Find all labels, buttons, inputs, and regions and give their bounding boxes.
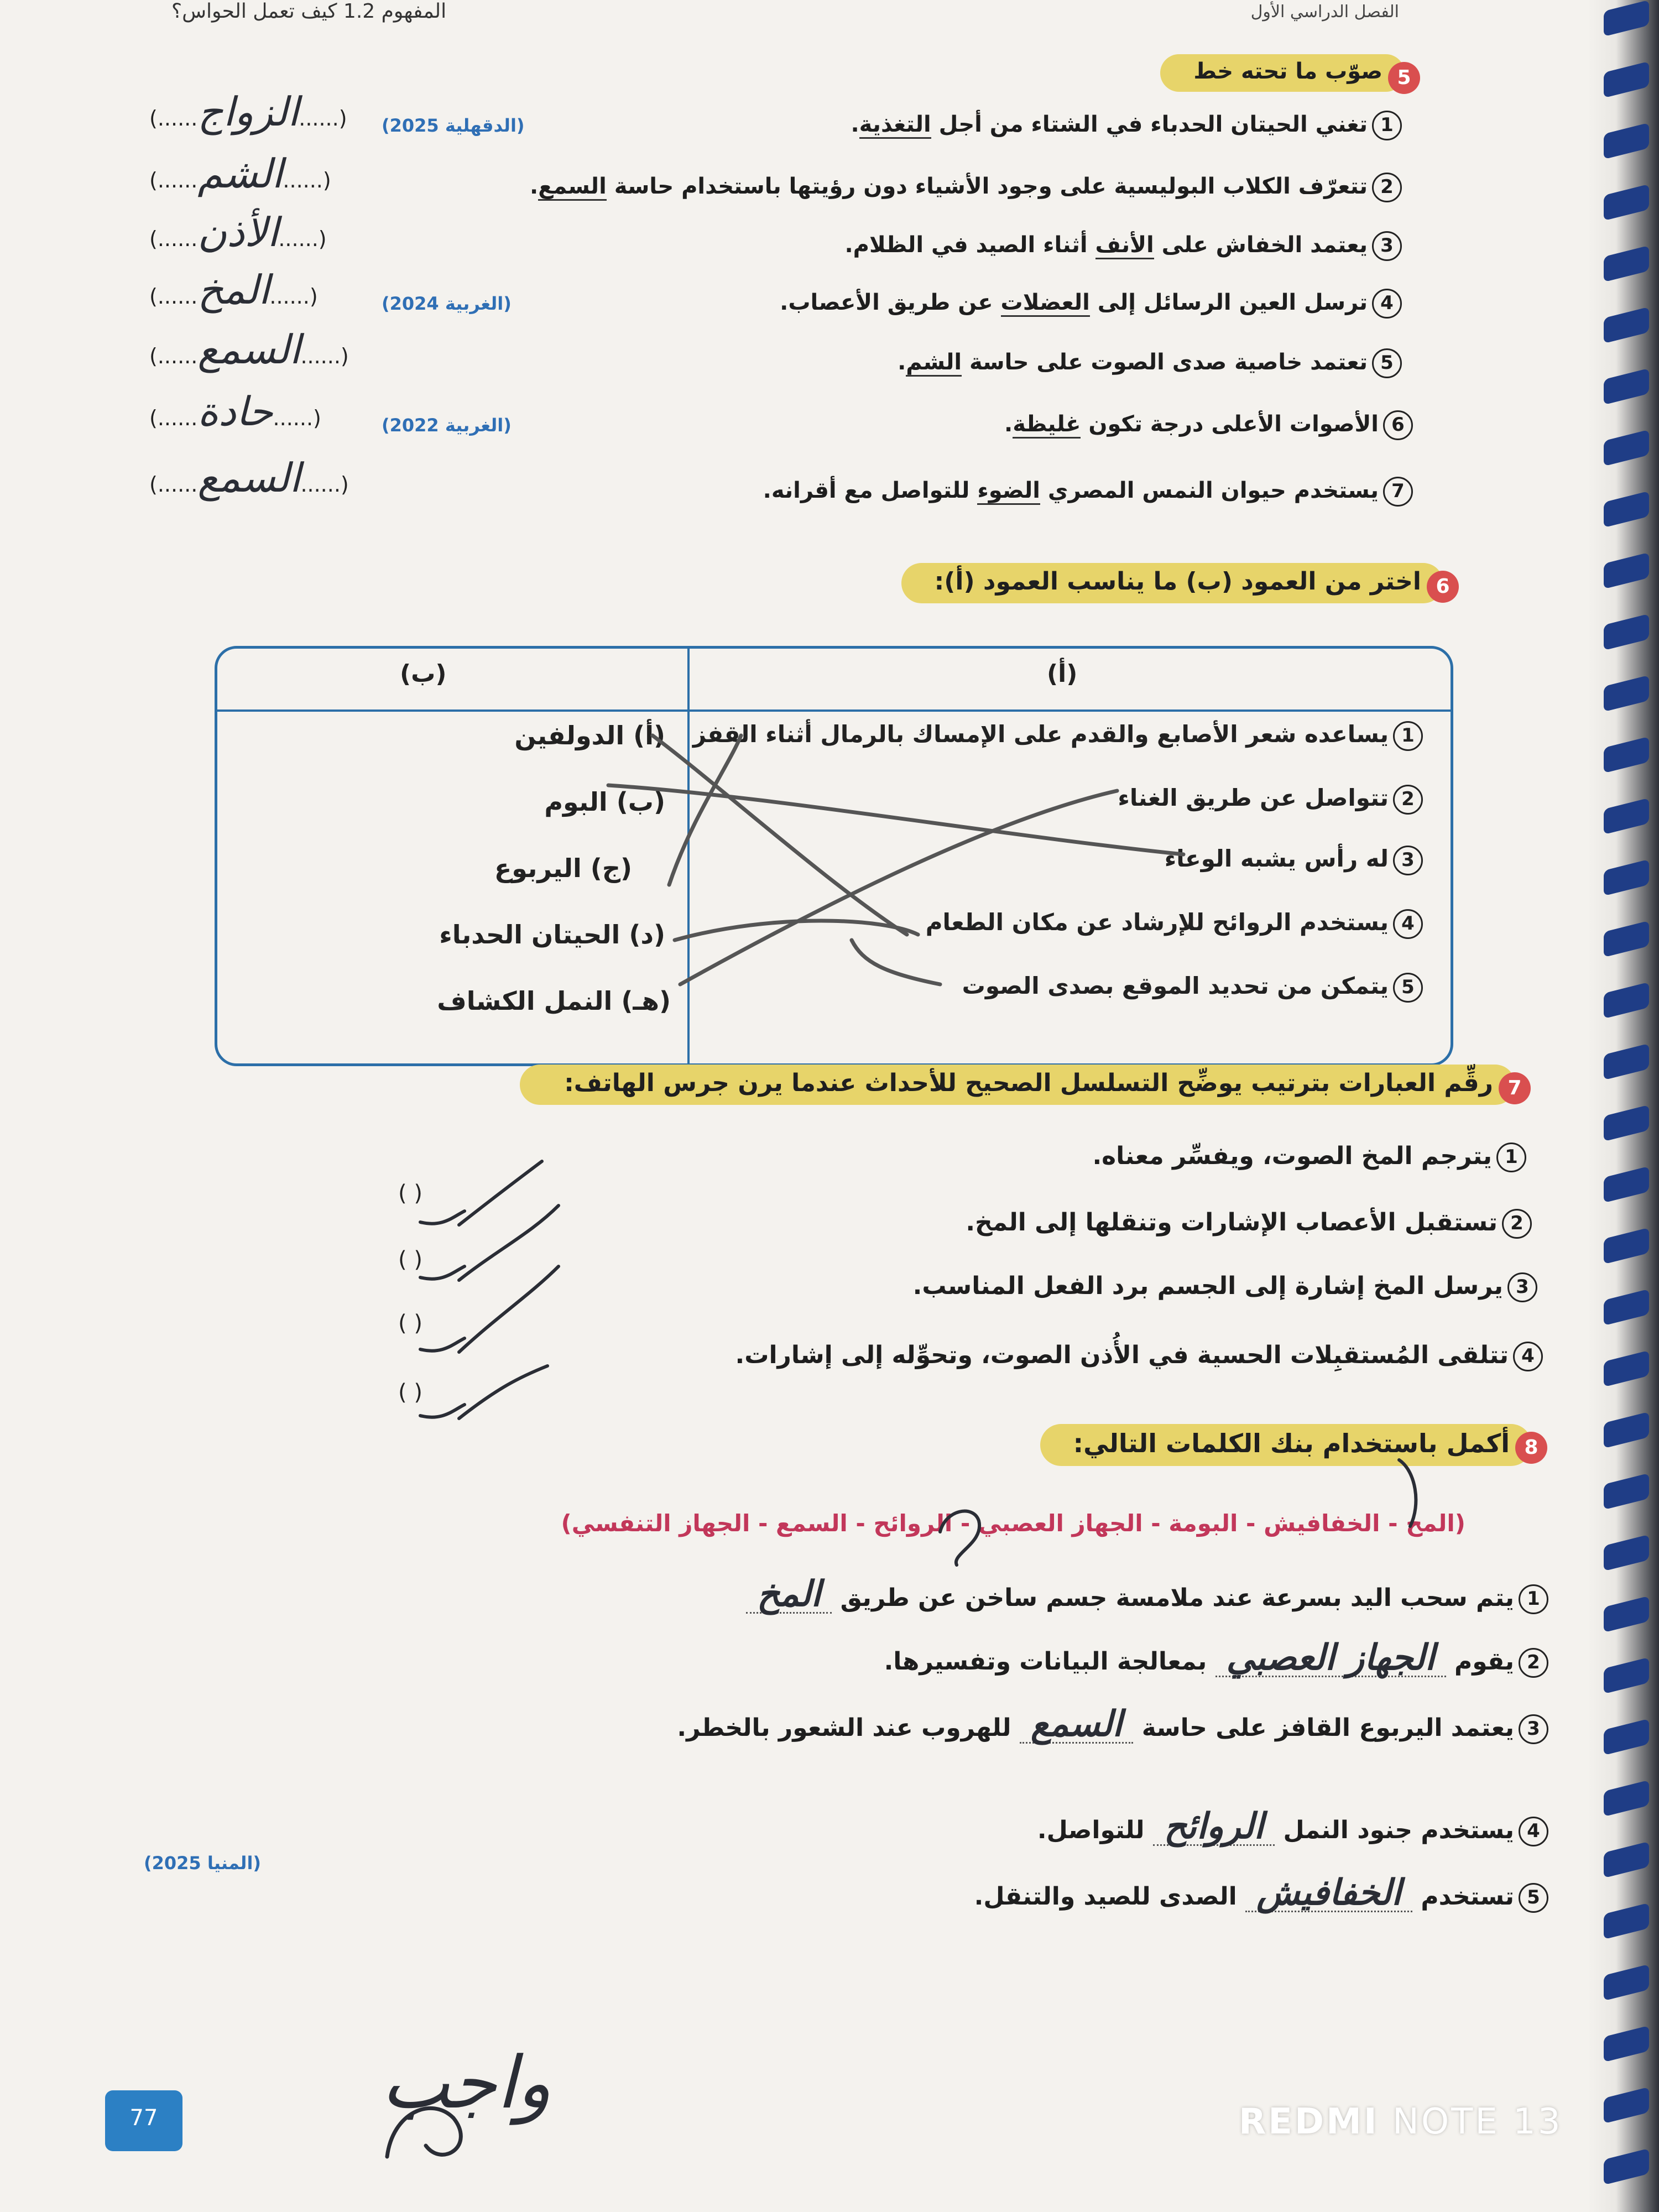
spiral-ring [1604,737,1649,773]
item-text: يتم سحب اليد بسرعة عند ملامسة جسم ساخن عن طريق [840,1584,1514,1612]
spiral-ring [1604,1964,1649,2001]
handwritten-answer: السمع [1030,1703,1123,1745]
spiral-ring [1604,1903,1649,1939]
handwritten-answer: الأذن [197,209,279,255]
answer-blank[interactable]: (......الزواج......) [149,88,347,135]
item-number: 5 [1372,348,1402,378]
item-number: 1 [1519,1584,1548,1614]
item-number: 5 [1519,1883,1548,1913]
concept-label: المفهوم 1.2 كيف تعمل الحواس؟ [171,0,447,23]
underlined-word: السمع [538,174,607,201]
item-number: 5 [1393,973,1423,1003]
spiral-ring [1604,1350,1649,1387]
handwritten-answer: الروائح [1164,1806,1264,1847]
handwritten-answer: المخ [757,1573,821,1615]
item-number: 4 [1519,1817,1548,1846]
item-text-end: . [898,349,906,375]
spiral-ring [1604,1228,1649,1264]
item-text-end: . [530,174,539,199]
order-blank[interactable]: ( ) [398,1380,422,1405]
col-b-header: (ب) [400,660,447,688]
item-number: 2 [1502,1209,1532,1239]
spiral-ring [1604,2026,1649,2062]
spiral-ring [1604,1105,1649,1141]
item-number: 3 [1372,231,1402,261]
item-text: تتواصل عن طريق الغناء [1118,784,1389,811]
spiral-ring [1604,1780,1649,1817]
item-number: 1 [1496,1142,1526,1172]
handwritten-answer: السمع [197,455,301,501]
spiral-ring [1604,675,1649,712]
item-text: يستخدم جنود النمل [1283,1816,1514,1844]
chapter-label: الفصل الدراسي الأول [1250,2,1399,22]
item-text: يستخدم حيوان النمس المصري [1040,478,1379,503]
col-a-header: (أ) [1047,660,1078,688]
spiral-ring [1604,1719,1649,1755]
page-number: 77 [105,2090,182,2151]
section-number: 7 [1499,1072,1531,1104]
item-text: يساعده شعر الأصابع والقدم على الإمساك بالرمال أثناء القفز [692,721,1389,748]
spiral-ring [1604,307,1649,343]
homework-note: واجب [382,2041,551,2125]
order-blank[interactable]: ( ) [398,1247,422,1272]
spiral-ring [1604,246,1649,282]
answer-blank[interactable]: (......الأذن......) [149,209,327,255]
item-text: يعتمد الخفاش على [1154,232,1368,258]
spiral-ring [1604,184,1649,221]
spiral-ring [1604,368,1649,405]
spiral-ring [1604,1289,1649,1326]
item-number: 3 [1519,1714,1548,1744]
spiral-ring [1604,798,1649,834]
item-text: يترجم المخ الصوت، ويفسِّر معناه. [1092,1142,1492,1170]
item-text: يرسل المخ إشارة إلى الجسم برد الفعل المناسب. [912,1272,1503,1300]
section-title-text: رقِّم العبارات بترتيب يوضِّح التسلسل الصحيح للأحداث عندما يرن جرس الهاتف: [564,1069,1493,1097]
spiral-ring [1604,2087,1649,2124]
item-number: 3 [1393,846,1423,875]
handwritten-answer: الشم [197,150,283,197]
item-text: يستخدم الروائح للإرشاد عن مكان الطعام [925,909,1389,936]
underlined-word: الشم [906,349,962,377]
order-blank[interactable]: ( ) [398,1311,422,1336]
item-number: 4 [1372,289,1402,319]
item-text: تستقبل الأعصاب الإشارات وتنقلها إلى المخ. [966,1208,1498,1237]
spiral-ring [1604,1473,1649,1510]
item-text-end: . [851,112,859,137]
spiral-ring [1604,1412,1649,1448]
handwritten-answer: المخ [197,267,270,313]
item-number: 2 [1372,173,1402,202]
handwritten-answer: الزواج [197,88,299,135]
spiral-ring [1604,1657,1649,1694]
item-text: يعتمد اليربوع القافز على حاسة [1141,1714,1514,1742]
column-b-item[interactable]: (د) الحيتان الحدباء [439,920,665,950]
section-title-text: أكمل باستخدام بنك الكلمات التالي: [1073,1428,1510,1458]
underlined-word: العضلات [1001,290,1090,317]
item-number: 3 [1507,1272,1537,1302]
source-tag: (الدقهلية 2025) [382,115,525,136]
item-number: 4 [1513,1342,1543,1371]
spiral-ring [1604,552,1649,589]
spiral-ring [1604,491,1649,528]
spiral-ring [1604,614,1649,650]
item-text-end: للتواصل مع أقرانه. [763,478,978,503]
item-text: ترسل العين الرسائل إلى [1089,290,1368,315]
spiral-ring [1604,1535,1649,1571]
item-text: له رأس يشبه الوعاء [1164,845,1389,872]
item-text-end: بمعالجة البيانات وتفسيرها. [884,1647,1207,1676]
item-number: 1 [1393,721,1423,751]
column-b-item[interactable]: (هـ) النمل الكشاف [437,986,671,1016]
answer-blank[interactable]: (......السمع......) [149,455,349,501]
item-number: 7 [1383,477,1413,507]
underlined-word: غليظة [1013,411,1081,439]
item-text-end: أثناء الصيد في الظلام. [844,232,1095,258]
question-mark [940,1511,979,1565]
pen-stroke [1399,1460,1416,1526]
item-text-end: للهروب عند الشعور بالخطر. [677,1714,1011,1742]
order-blank[interactable]: ( ) [398,1181,422,1206]
handwritten-answer: الخفافيش [1256,1872,1402,1913]
answer-blank[interactable]: (......الشم......) [149,150,331,197]
spiral-ring [1604,1596,1649,1632]
match-line-6 [852,940,940,984]
item-number: 1 [1372,111,1402,140]
spiral-ring [1604,921,1649,957]
item-text-end: الصدى للصيد والتنقل. [974,1882,1237,1911]
spiral-ring [1604,982,1649,1019]
item-number: 2 [1519,1648,1548,1678]
check-mark [420,1161,542,1225]
handwritten-answer: السمع [197,326,301,373]
item-text: تتلقى المُستقبِلات الحسية في الأُذن الصوت، وتحوِّله إلى إشارات. [735,1341,1509,1369]
column-b-item[interactable]: (ب) البوم [544,787,665,817]
spiral-ring [1604,1166,1649,1203]
underlined-word: الضوء [977,478,1040,505]
item-number: 4 [1393,909,1423,939]
spiral-binding [1587,0,1659,2212]
column-b-item[interactable]: (أ) الدولفين [514,721,665,750]
underlined-word: التغذية [859,112,931,139]
spiral-ring [1604,430,1649,466]
answer-blank[interactable]: (......السمع......) [149,326,349,373]
answer-blank[interactable]: (......حادة......) [149,388,321,435]
handwritten-answer: حادة [197,388,273,435]
item-number: 2 [1393,785,1423,815]
spiral-ring [1604,1841,1649,1878]
item-text: الأصوات الأعلى درجة تكون [1081,411,1379,437]
spiral-ring [1604,1044,1649,1080]
spiral-ring [1604,61,1649,98]
section-number: 6 [1427,571,1459,603]
source-tag: (الغربية 2022) [382,415,512,436]
item-text: يقوم [1454,1647,1514,1676]
section-number: 8 [1515,1432,1547,1464]
item-text: تتعرّف الكلاب البوليسية على وجود الأشياء دون رؤيتها باستخدام حاسة [606,174,1368,199]
word-bank: (المخ - الخفافيش - البومة - الجهاز العصبي - الروائح - السمع - الجهاز التنفسي) [561,1510,1465,1537]
item-text: تعتمد خاصية صدى الصوت على حاسة [962,349,1368,375]
item-text: تستخدم [1421,1882,1514,1911]
item-text: تغني الحيتان الحدباء في الشتاء من أجل [931,112,1368,137]
check-mark [420,1366,547,1418]
item-text: يتمكن من تحديد الموقع بصدى الصوت [962,972,1389,999]
answer-blank[interactable]: (......المخ......) [149,267,318,313]
spiral-ring [1604,859,1649,896]
item-text-end: عن طريق الأعصاب. [780,290,1001,315]
item-text-end: . [1004,411,1013,437]
section-title-text: اختر من العمود (ب) ما يناسب العمود (أ): [934,567,1421,596]
spiral-ring [1604,0,1649,36]
source-tag: (المنيا 2025) [144,1853,262,1874]
spiral-ring [1604,2148,1649,2185]
section-number: 5 [1388,62,1420,94]
underlined-word: الأنف [1095,232,1154,259]
check-mark [420,1206,559,1280]
source-tag: (الغربية 2024) [382,293,512,314]
column-b-item[interactable]: (ج) اليربوع [494,853,632,883]
camera-watermark: REDMI NOTE 13 [1239,2101,1563,2142]
handwritten-answer: الجهاز العصبي [1226,1637,1435,1678]
item-number: 6 [1383,410,1413,440]
section-title-text: صوّب ما تحته خط [1193,59,1383,84]
item-text-end: للتواصل. [1037,1816,1145,1844]
spiral-ring [1604,123,1649,159]
